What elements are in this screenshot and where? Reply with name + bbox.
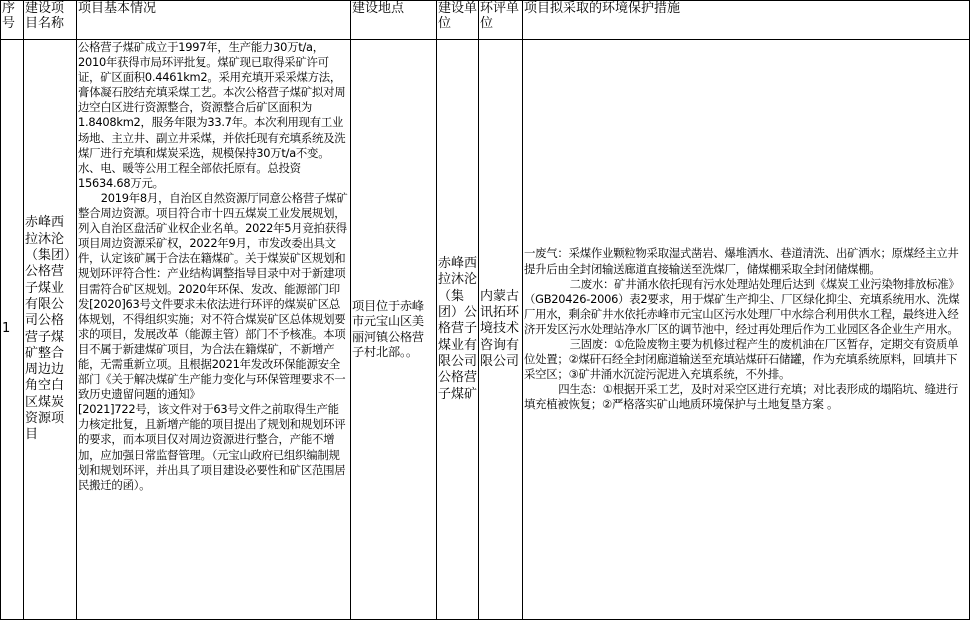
header-builder: 建设单位 bbox=[437, 1, 479, 40]
cell-measures bbox=[523, 40, 970, 620]
header-location: 建设地点 bbox=[351, 1, 437, 40]
cell-seq: 1 bbox=[1, 40, 24, 620]
header-seq: 序号 bbox=[1, 1, 24, 40]
basic-info-para-3: [2021]722号，该文件对于63号文件之前取得生产能力核定批复，且新增产能的项目提出了规划和规划环评的要求，而本项目仅对周边资源进行整合，产能不增加，应加强日常监督管理。（元宝山政府已组织编制规划和规划环评，并出具了项目建设必要性和矿区范围居民搬迁的函）。 bbox=[78, 402, 346, 492]
header-measures: 项目拟采取的环境保护措施 bbox=[523, 1, 970, 40]
table-row bbox=[1, 40, 970, 620]
measure-air: 一废气：采煤作业颗粒物采取湿式凿岩、爆堆洒水、巷道清洗、出矿洒水；原煤经主立井提升后由全封闭输送廊道直接输送至洗煤厂，储煤棚采取全封闭储煤棚。 bbox=[524, 246, 959, 276]
cell-builder: 赤峰西拉沐沦（集团）公格营子煤业有限公司公格营子煤矿 bbox=[437, 40, 479, 620]
cell-project-name: 赤峰西拉沐沦（集团）公格营子煤业有限公司公格营子煤矿整合周边边角空白区煤炭资源项目 bbox=[24, 40, 77, 620]
header-basic-info: 项目基本情况 bbox=[77, 1, 351, 40]
measure-solid-waste: 三固废：①危险废物主要为机修过程产生的废机油在厂区暂存，定期交有资质单位处置；②煤矸石经全封闭廊道输送至充填站煤矸石储罐，作为充填系统原料，回填井下采空区；③矿井涌水沉淀污泥进入充填系统，不外排。 bbox=[524, 337, 959, 382]
header-project-name: 建设项目名称 bbox=[24, 1, 77, 40]
basic-info-para-2: 2019年8月，自治区自然资源厅同意公格营子煤矿整合周边资源。项目符合市十四五煤炭工业发展规划，列入自治区盘活矿业权企业名单。2022年5月竞拍获得项目周边资源采矿权，2022年9月，市发改委出具文件，认定该矿属于合法在籍煤矿。关于煤炭矿区规划和规划环评符合性：产业结构调整指导目录中对于新建项目需符合矿区规划。2020年环保、发改、能源部门印发[2020]63号文件要求未依法进行环评的煤炭矿区总体规划，不得组织实施；对不符合煤炭矿区总体规划要求的项目，发展改革（能源主管）部门不予核准。本项目不属于新建煤矿项目，为合法在籍煤矿，不新增产能，无需重新立项。且根据2021年发改环保能源安全部门《关于解决煤矿生产能力变化与环保管理要求不一致历史遗留问题的通知》 bbox=[78, 190, 348, 402]
header-row bbox=[1, 1, 970, 40]
measure-water: 二废水：矿井涌水依托现有污水处理站处理后达到《煤炭工业污染物排放标准》（GB20426-2006）表2要求，用于煤矿生产抑尘、厂区绿化抑尘、充填系统用水、洗煤厂用水，剩余矿井水依托赤峰市元宝山区污水处理厂中水综合利用供水工程，最终进入经济开发区污水处理站净水厂区的调节池中，经过再处理后作为工业园区各企业生产用水。 bbox=[524, 276, 960, 336]
cell-location: 项目位于赤峰市元宝山区美丽河镇公格营子村北部。。 bbox=[351, 40, 437, 620]
measure-ecology: 四生态：①根据开采工艺，及时对采空区进行充填；对比表形成的塌陷坑、缝进行填充植被恢复；②严格落实矿山地质环境保护与土地复垦方案 。 bbox=[524, 382, 959, 412]
cell-basic-info bbox=[77, 40, 351, 620]
header-eia-unit: 环评单位 bbox=[479, 1, 523, 40]
cell-eia-unit: 内蒙古讯拓环境技术咨询有限公司 bbox=[479, 40, 523, 620]
basic-info-para-1: 公格营子煤矿成立于1997年，生产能力30万t/a，2010年获得市局环评批复。煤矿现已取得采矿许可证，矿区面积0.4461km2。采用充填开采采煤方法，膏体凝石胶结充填采煤工艺。本次公格营子煤矿拟对周边空白区进行资源整合，资源整合后矿区面积为1.8408km2，服务年限为33.7年。本次利用现有工业场地、主立井、副立井采煤，并依托现有充填系统及洗煤厂进行充填和煤炭采选，规模保持30万t/a不变。水、电、暖等公用工程全部依托原有。总投资15634.68万元。 bbox=[78, 40, 346, 190]
